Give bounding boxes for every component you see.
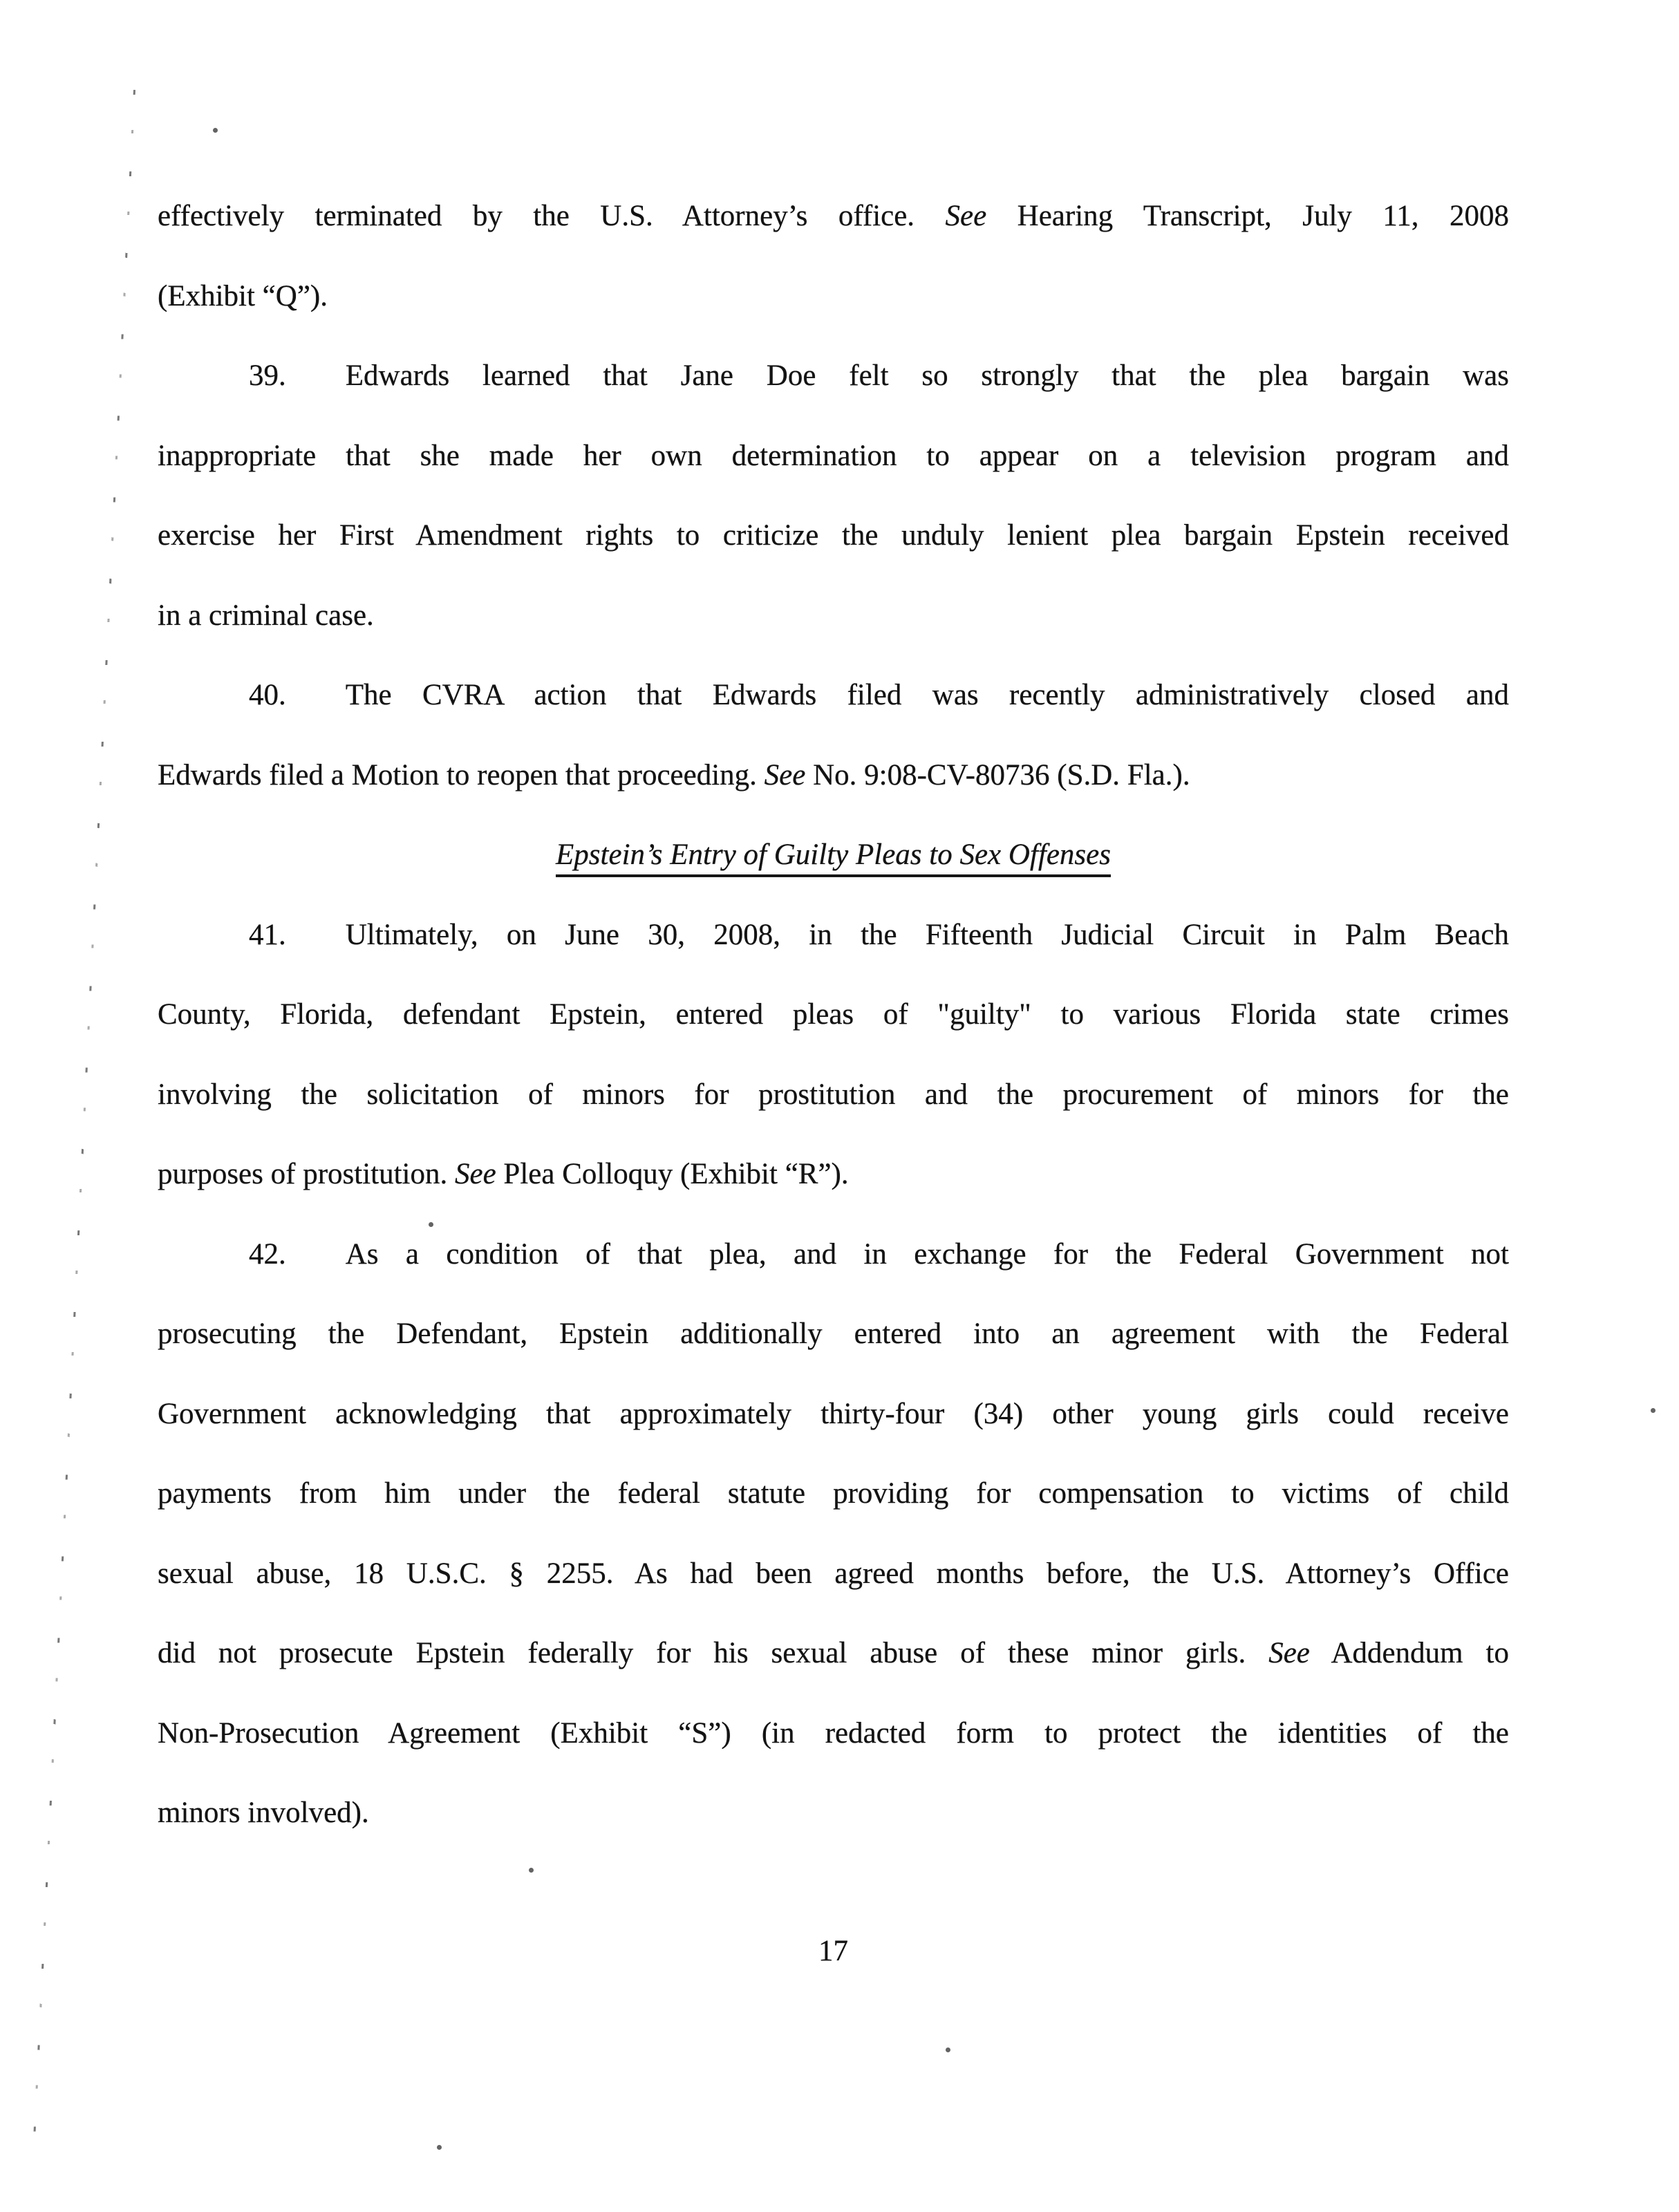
body-text: As a condition of that plea, and in exchange for the Federal Government not [345, 1237, 1509, 1271]
document-line [158, 1215, 1509, 1295]
scan-dot-artifact [529, 1868, 534, 1873]
document-line [158, 176, 1509, 256]
body-text: The CVRA action that Edwards filed was recently administratively closed and [345, 679, 1509, 711]
italic-text: See [1268, 1637, 1310, 1669]
document-text [158, 176, 1509, 1853]
document-line [158, 496, 1509, 576]
document-line [158, 1454, 1509, 1534]
body-text: County, Florida, defendant Epstein, entered pleas of "guilty" to various Florida state crimes [158, 998, 1509, 1031]
document-line [158, 1055, 1509, 1135]
scan-dot-artifact [1651, 1408, 1655, 1413]
body-text: Edwards learned that Jane Doe felt so strongly that the plea bargain was [345, 359, 1509, 392]
scan-dot-artifact [213, 128, 218, 133]
italic-text: See [764, 758, 806, 791]
body-text: Hearing Transcript, July 11, 2008 [986, 200, 1509, 232]
body-text: Government acknowledging that approximately thirty-four (34) other young girls could receive [158, 1397, 1509, 1430]
body-text: Ultimately, on June 30, 2008, in the Fifteenth Judicial Circuit in Palm Beach [345, 918, 1509, 951]
page-number: 17 [818, 1935, 848, 1967]
document-line [158, 336, 1509, 416]
document-line [158, 975, 1509, 1055]
document-line [158, 416, 1509, 496]
document-line [158, 655, 1509, 735]
document-line [158, 1534, 1509, 1614]
body-text: Non-Prosecution Agreement (Exhibit “S”) (in redacted form to protect the identities of the [158, 1716, 1509, 1750]
body-text: purposes of prostitution. [158, 1158, 455, 1190]
section-heading [158, 815, 1509, 895]
document-line [158, 1134, 1509, 1215]
italic-text: Epstein’s Entry of Guilty Pleas to Sex Offenses [556, 838, 1111, 871]
scan-dot-artifact [946, 2047, 950, 2052]
document-line [158, 895, 1509, 975]
body-text: prosecuting the Defendant, Epstein additionally entered into an agreement with the Federal [158, 1318, 1509, 1350]
body-text: effectively terminated by the U.S. Attorney’s office. [158, 200, 946, 232]
scan-dot-artifact [437, 2145, 442, 2150]
document-line [158, 1694, 1509, 1774]
document-line [158, 576, 1509, 656]
italic-text: See [454, 1158, 496, 1190]
scan-crease-artifact [32, 90, 135, 2148]
body-text: in a criminal case. [158, 599, 374, 632]
body-text: inappropriate that she made her own determination to appear on a television program and [158, 439, 1509, 472]
body-text: sexual abuse, 18 U.S.C. § 2255. As had been agreed months before, the U.S. Attorney’s Office [158, 1557, 1509, 1590]
italic-text: See [945, 200, 987, 232]
paragraph-number: 41. [249, 918, 346, 951]
document-line [158, 256, 1509, 337]
document-line [158, 1613, 1509, 1694]
body-text: (Exhibit “Q”). [158, 279, 328, 312]
document-line [158, 1294, 1509, 1374]
paragraph-number: 42. [249, 1237, 346, 1271]
body-text: Edwards filed a Motion to reopen that proceeding. [158, 758, 765, 791]
document-line [158, 735, 1509, 816]
document-line [158, 1773, 1509, 1853]
body-text: did not prosecute Epstein federally for his sexual abuse of these minor girls. [158, 1637, 1269, 1669]
body-text: Addendum to [1309, 1637, 1509, 1669]
paragraph-number: 40. [249, 679, 346, 711]
body-text: No. 9:08-CV-80736 (S.D. Fla.). [805, 758, 1190, 791]
body-text: involving the solicitation of minors for prostitution and the procurement of minors for the [158, 1078, 1509, 1111]
body-text: payments from him under the federal statute providing for compensation to victims of child [158, 1477, 1509, 1510]
section-heading-underlined-text [556, 838, 1111, 877]
body-text: minors involved). [158, 1797, 369, 1829]
paragraph-number: 39. [249, 359, 346, 392]
body-text: exercise her First Amendment rights to criticize the unduly lenient plea bargain Epstein received [158, 519, 1509, 552]
body-text: Plea Colloquy (Exhibit “R”). [496, 1158, 849, 1190]
document-line [158, 1374, 1509, 1454]
